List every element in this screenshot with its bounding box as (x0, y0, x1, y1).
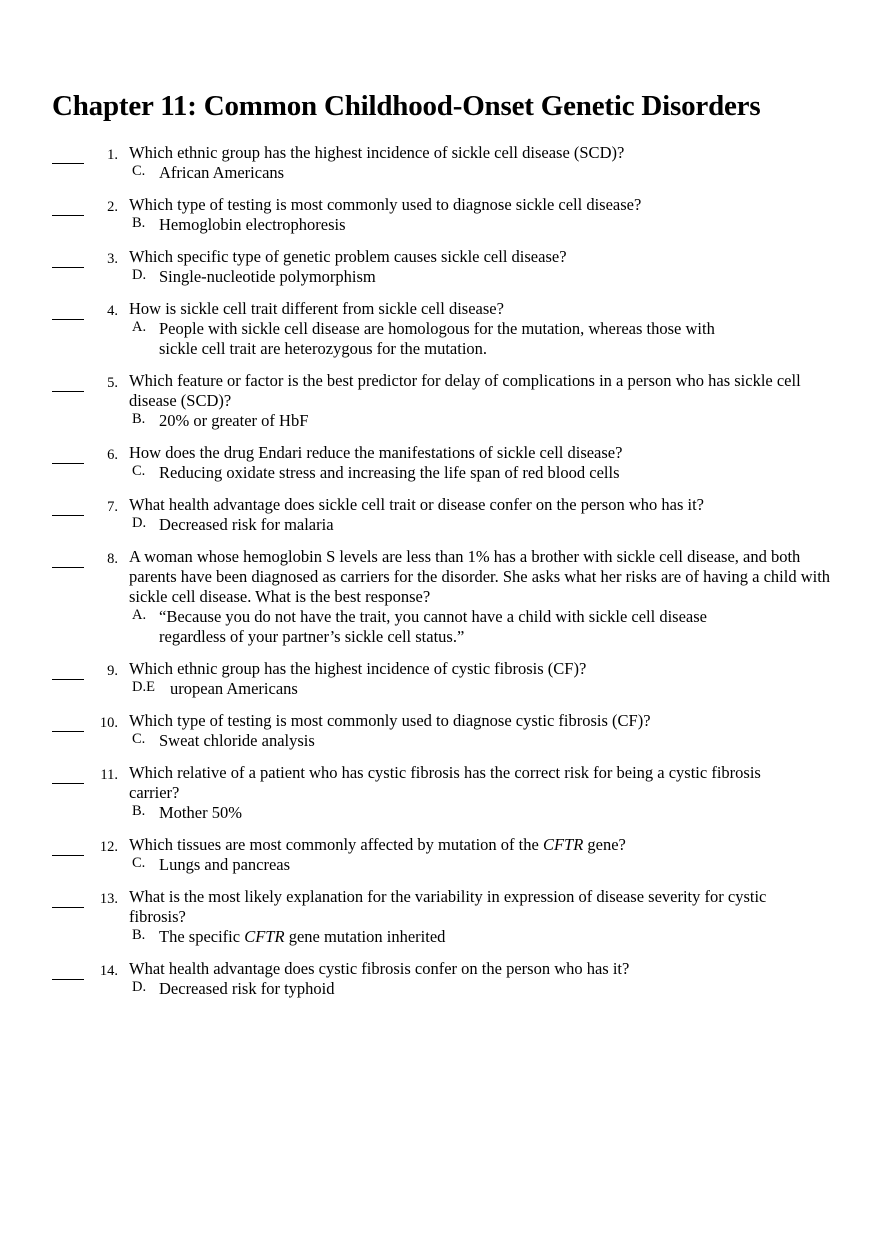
question-item (0, 143, 880, 183)
question-number: 9. (107, 663, 118, 679)
question-number: 3. (107, 251, 118, 267)
answer-option (132, 215, 759, 235)
question-stem-text: Which tissues are most commonly affected by mutation of the (129, 835, 543, 854)
question-item (0, 299, 880, 359)
answer-letter: D. (132, 515, 147, 531)
answer-option (132, 515, 759, 535)
answer-option (132, 463, 759, 483)
answer-letter: C. (132, 731, 146, 747)
answer-text: Lungs and pancreas (159, 855, 291, 874)
question-stem-text: gene? (583, 835, 626, 854)
question-stem: Which type of testing is most commonly used to diagnose sickle cell disease? (129, 195, 642, 214)
question-item (0, 371, 880, 431)
answer-text: Reducing oxidate stress and increasing the life span of red blood cells (159, 463, 620, 482)
chapter-title: Chapter 11: Common Childhood-Onset Genetic Disorders (52, 90, 761, 122)
question-stem: What is the most likely explanation for the variability in expression of disease severity for cystic fibrosis? (129, 887, 767, 926)
answer-text: African Americans (159, 163, 285, 182)
question-item (0, 711, 880, 751)
answer-letter: C. (132, 463, 146, 479)
answer-option (132, 927, 759, 947)
question-item (0, 835, 880, 875)
answer-blank (52, 495, 84, 516)
answer-letter: B. (132, 803, 146, 819)
question-stem: How is sickle cell trait different from sickle cell disease? (129, 299, 504, 318)
question-item (0, 247, 880, 287)
answer-text: gene mutation inherited (284, 927, 446, 946)
gene-name: CFTR (244, 927, 285, 946)
answer-option (132, 163, 759, 183)
answer-blank (52, 763, 84, 784)
answer-option (132, 979, 759, 999)
answer-blank (52, 299, 84, 320)
answer-letter: B. (132, 215, 146, 231)
answer-option (132, 679, 770, 699)
question-list (0, 143, 880, 1011)
question-number: 5. (107, 375, 118, 391)
question-number: 12. (99, 839, 118, 855)
question-item (0, 659, 880, 699)
question-number: 4. (107, 303, 118, 319)
answer-letter: D. (132, 267, 147, 283)
answer-blank (52, 835, 84, 856)
question-item (0, 763, 880, 823)
answer-text: 20% or greater of HbF (159, 411, 309, 430)
question-stem: Which ethnic group has the highest incidence of cystic fibrosis (CF)? (129, 659, 587, 678)
question-stem: Which relative of a patient who has cystic fibrosis has the correct risk for being a cystic fibrosis carrier? (129, 763, 761, 802)
question-number: 8. (107, 551, 118, 567)
question-stem: Which feature or factor is the best predictor for delay of complications in a person who has sickle cell disease (SCD)? (129, 371, 801, 410)
answer-text: People with sickle cell disease are homologous for the mutation, whereas those with sickle cell trait are heterozygous for the mutation. (159, 319, 715, 358)
answer-letter: A. (132, 607, 147, 623)
question-stem: How does the drug Endari reduce the manifestations of sickle cell disease? (129, 443, 623, 462)
answer-text: Sweat chloride analysis (159, 731, 315, 750)
question-stem: Which ethnic group has the highest incidence of sickle cell disease (SCD)? (129, 143, 625, 162)
question-number: 6. (107, 447, 118, 463)
question-item (0, 959, 880, 999)
answer-option (132, 319, 719, 359)
question-stem (129, 835, 834, 855)
answer-text: Hemoglobin electrophoresis (159, 215, 346, 234)
answer-blank (52, 887, 84, 908)
answer-blank (52, 547, 84, 568)
question-number: 14. (99, 963, 118, 979)
answer-text: Decreased risk for malaria (159, 515, 334, 534)
answer-letter: D.E (132, 679, 155, 695)
question-stem: Which specific type of genetic problem causes sickle cell disease? (129, 247, 567, 266)
question-item (0, 887, 880, 947)
answer-letter: B. (132, 411, 146, 427)
answer-blank (52, 371, 84, 392)
answer-option (132, 803, 759, 823)
answer-option (132, 267, 759, 287)
answer-text: The specific (159, 927, 245, 946)
answer-blank (52, 659, 84, 680)
answer-option (132, 731, 759, 751)
question-number: 7. (107, 499, 118, 515)
question-stem: What health advantage does cystic fibrosis confer on the person who has it? (129, 959, 630, 978)
answer-letter: B. (132, 927, 146, 943)
answer-option (132, 607, 744, 647)
answer-text: Single-nucleotide polymorphism (159, 267, 376, 286)
question-item (0, 195, 880, 235)
answer-blank (52, 711, 84, 732)
answer-letter: C. (132, 855, 146, 871)
answer-blank (52, 143, 84, 164)
question-item (0, 495, 880, 535)
question-stem: Which type of testing is most commonly used to diagnose cystic fibrosis (CF)? (129, 711, 651, 730)
answer-blank (52, 247, 84, 268)
question-number: 13. (99, 891, 118, 907)
question-stem: A woman whose hemoglobin S levels are less than 1% has a brother with sickle cell disease, and both parents have been diagnosed as carriers for the disorder. She asks what her risks are of having a child with sickle cell disease. What is the best response? (129, 547, 831, 606)
question-stem: What health advantage does sickle cell trait or disease confer on the person who has it? (129, 495, 704, 514)
question-number: 10. (99, 715, 118, 731)
answer-text: “Because you do not have the trait, you cannot have a child with sickle cell disease regardless of your partner’s sickle cell status.” (159, 607, 707, 646)
answer-letter: C. (132, 163, 146, 179)
answer-letter: A. (132, 319, 147, 335)
answer-blank (52, 443, 84, 464)
answer-text: Mother 50% (159, 803, 242, 822)
answer-option (132, 855, 759, 875)
answer-text: Decreased risk for typhoid (159, 979, 335, 998)
gene-name: CFTR (542, 835, 584, 854)
question-number: 2. (107, 199, 118, 215)
question-item (0, 443, 880, 483)
answer-blank (52, 959, 84, 980)
answer-letter: D. (132, 979, 147, 995)
question-number: 11. (100, 767, 118, 783)
answer-text: uropean Americans (170, 679, 298, 698)
question-number: 1. (107, 147, 118, 163)
answer-blank (52, 195, 84, 216)
answer-option (132, 411, 759, 431)
question-item (0, 547, 880, 647)
